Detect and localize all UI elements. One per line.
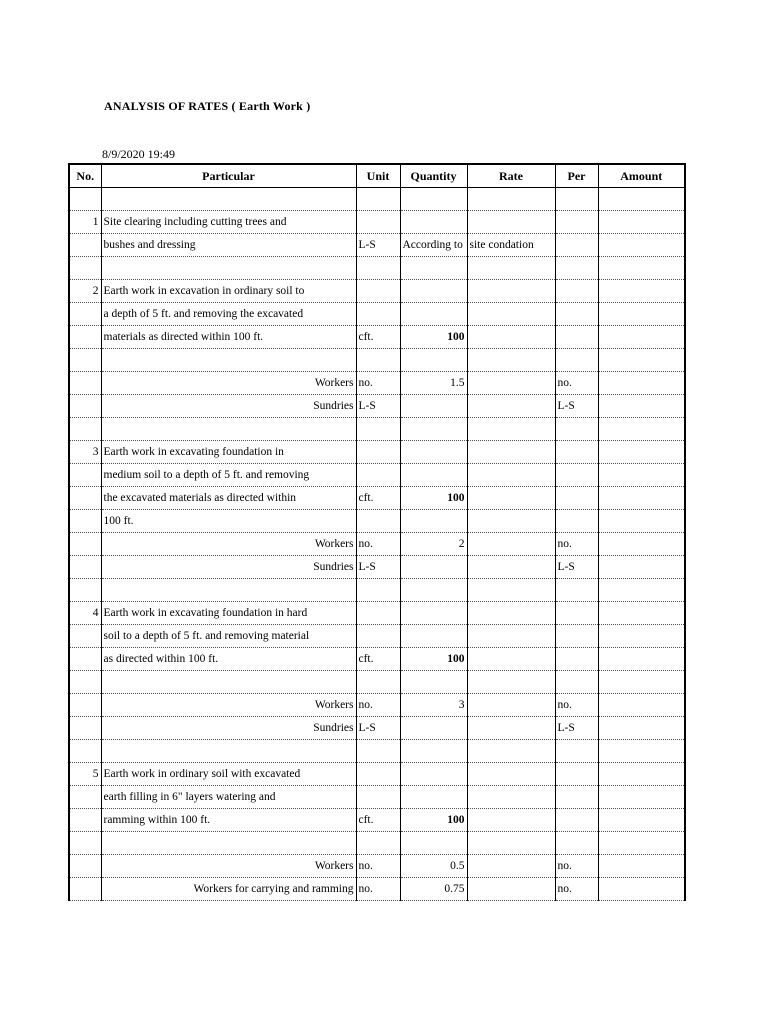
table-row	[69, 211, 685, 234]
cell-rate	[467, 763, 555, 786]
cell-no	[69, 326, 101, 349]
cell-rate	[467, 211, 555, 234]
table-row	[69, 418, 685, 441]
table-row	[69, 234, 685, 257]
cell-per	[555, 487, 598, 510]
cell-unit	[356, 211, 400, 234]
cell-rate	[467, 786, 555, 809]
cell-quantity	[400, 602, 467, 625]
header-unit: Unit	[356, 164, 400, 188]
table-row	[69, 395, 685, 418]
cell-unit: no.	[356, 694, 400, 717]
cell-particular: materials as directed within 100 ft.	[101, 326, 356, 349]
cell-amount	[598, 740, 685, 763]
document-title: ANALYSIS OF RATES ( Earth Work )	[104, 99, 311, 113]
cell-particular	[101, 740, 356, 763]
cell-no: 3	[69, 441, 101, 464]
cell-no	[69, 740, 101, 763]
cell-rate	[467, 510, 555, 533]
cell-rate	[467, 188, 555, 211]
table-row	[69, 602, 685, 625]
cell-quantity	[400, 786, 467, 809]
table-row	[69, 786, 685, 809]
cell-quantity: 3	[400, 694, 467, 717]
cell-particular	[101, 418, 356, 441]
cell-no	[69, 303, 101, 326]
cell-per	[555, 625, 598, 648]
cell-rate	[467, 809, 555, 832]
cell-rate	[467, 717, 555, 740]
cell-rate	[467, 464, 555, 487]
cell-particular: Site clearing including cutting trees and	[101, 211, 356, 234]
table-body	[69, 188, 685, 901]
table-row	[69, 740, 685, 763]
cell-particular: soil to a depth of 5 ft. and removing material	[101, 625, 356, 648]
cell-per	[555, 234, 598, 257]
table-row	[69, 625, 685, 648]
cell-amount	[598, 441, 685, 464]
cell-amount	[598, 533, 685, 556]
cell-amount	[598, 763, 685, 786]
table-row	[69, 671, 685, 694]
cell-quantity: 1.5	[400, 372, 467, 395]
cell-rate	[467, 349, 555, 372]
cell-quantity	[400, 464, 467, 487]
cell-amount	[598, 303, 685, 326]
cell-amount	[598, 556, 685, 579]
cell-unit: cft.	[356, 648, 400, 671]
cell-per: no.	[555, 855, 598, 878]
cell-per	[555, 464, 598, 487]
cell-unit	[356, 671, 400, 694]
cell-quantity	[400, 556, 467, 579]
table-row	[69, 533, 685, 556]
cell-no	[69, 786, 101, 809]
cell-quantity	[400, 280, 467, 303]
cell-unit: L-S	[356, 556, 400, 579]
cell-no	[69, 372, 101, 395]
cell-unit: cft.	[356, 487, 400, 510]
header-row	[69, 164, 685, 188]
header-per: Per	[555, 164, 598, 188]
cell-rate	[467, 487, 555, 510]
cell-particular	[101, 671, 356, 694]
cell-quantity	[400, 188, 467, 211]
cell-rate	[467, 533, 555, 556]
cell-per	[555, 510, 598, 533]
table-row	[69, 556, 685, 579]
header-quantity: Quantity	[400, 164, 467, 188]
cell-rate	[467, 326, 555, 349]
cell-unit	[356, 349, 400, 372]
cell-unit	[356, 441, 400, 464]
cell-quantity	[400, 671, 467, 694]
table-row	[69, 855, 685, 878]
table-row	[69, 832, 685, 855]
cell-no	[69, 579, 101, 602]
cell-rate	[467, 441, 555, 464]
header-no: No.	[69, 164, 101, 188]
cell-unit: cft.	[356, 809, 400, 832]
cell-no	[69, 533, 101, 556]
cell-unit	[356, 786, 400, 809]
cell-per	[555, 579, 598, 602]
cell-amount	[598, 280, 685, 303]
table-row	[69, 809, 685, 832]
cell-per	[555, 763, 598, 786]
cell-unit: no.	[356, 878, 400, 901]
cell-no: 4	[69, 602, 101, 625]
cell-amount	[598, 809, 685, 832]
cell-particular: Workers	[101, 372, 356, 395]
cell-unit	[356, 602, 400, 625]
cell-quantity	[400, 303, 467, 326]
cell-rate	[467, 303, 555, 326]
cell-per	[555, 188, 598, 211]
cell-unit: no.	[356, 533, 400, 556]
table-row	[69, 349, 685, 372]
cell-quantity	[400, 717, 467, 740]
cell-rate	[467, 556, 555, 579]
cell-amount	[598, 418, 685, 441]
cell-no	[69, 809, 101, 832]
cell-unit	[356, 303, 400, 326]
cell-particular: medium soil to a depth of 5 ft. and removing	[101, 464, 356, 487]
cell-per	[555, 671, 598, 694]
cell-quantity	[400, 349, 467, 372]
table-row	[69, 878, 685, 901]
cell-amount	[598, 395, 685, 418]
cell-no	[69, 648, 101, 671]
table-row	[69, 579, 685, 602]
cell-particular: a depth of 5 ft. and removing the excavated	[101, 303, 356, 326]
cell-particular: Earth work in excavation in ordinary soil to	[101, 280, 356, 303]
cell-amount	[598, 694, 685, 717]
table-row	[69, 510, 685, 533]
cell-particular	[101, 579, 356, 602]
cell-per: no.	[555, 878, 598, 901]
cell-unit	[356, 625, 400, 648]
cell-rate	[467, 740, 555, 763]
cell-unit: no.	[356, 855, 400, 878]
header-amount: Amount	[598, 164, 685, 188]
cell-unit: no.	[356, 372, 400, 395]
table-row	[69, 487, 685, 510]
cell-quantity: 100	[400, 326, 467, 349]
cell-amount	[598, 855, 685, 878]
table-row	[69, 188, 685, 211]
cell-particular	[101, 257, 356, 280]
cell-quantity: 0.5	[400, 855, 467, 878]
cell-amount	[598, 648, 685, 671]
cell-no	[69, 487, 101, 510]
cell-per: no.	[555, 533, 598, 556]
document-datetime: 8/9/2020 19:49	[102, 147, 176, 161]
table-row	[69, 303, 685, 326]
cell-quantity: 100	[400, 648, 467, 671]
header-rate: Rate	[467, 164, 555, 188]
cell-per	[555, 303, 598, 326]
cell-amount	[598, 188, 685, 211]
table-header	[69, 164, 685, 188]
cell-no	[69, 464, 101, 487]
cell-no	[69, 349, 101, 372]
cell-unit	[356, 280, 400, 303]
cell-rate	[467, 625, 555, 648]
cell-rate: site condation	[467, 234, 555, 257]
cell-no	[69, 878, 101, 901]
table-row	[69, 441, 685, 464]
cell-per: L-S	[555, 556, 598, 579]
cell-rate	[467, 602, 555, 625]
cell-amount	[598, 786, 685, 809]
cell-per	[555, 257, 598, 280]
cell-amount	[598, 372, 685, 395]
cell-rate	[467, 671, 555, 694]
cell-no	[69, 188, 101, 211]
cell-per: no.	[555, 694, 598, 717]
cell-particular: Sundries	[101, 395, 356, 418]
cell-particular: Earth work in ordinary soil with excavated	[101, 763, 356, 786]
cell-per	[555, 280, 598, 303]
cell-no	[69, 234, 101, 257]
cell-no	[69, 717, 101, 740]
cell-quantity: 100	[400, 809, 467, 832]
table-row	[69, 257, 685, 280]
cell-quantity: 2	[400, 533, 467, 556]
cell-rate	[467, 257, 555, 280]
cell-quantity	[400, 257, 467, 280]
cell-no	[69, 395, 101, 418]
cell-no	[69, 418, 101, 441]
cell-per	[555, 326, 598, 349]
cell-no	[69, 694, 101, 717]
cell-particular	[101, 832, 356, 855]
cell-unit	[356, 418, 400, 441]
cell-rate	[467, 395, 555, 418]
cell-per: no.	[555, 372, 598, 395]
cell-amount	[598, 602, 685, 625]
cell-per	[555, 786, 598, 809]
cell-amount	[598, 487, 685, 510]
cell-particular: Workers	[101, 533, 356, 556]
cell-amount	[598, 717, 685, 740]
cell-particular: the excavated materials as directed within	[101, 487, 356, 510]
cell-no	[69, 832, 101, 855]
cell-per	[555, 832, 598, 855]
cell-rate	[467, 694, 555, 717]
cell-particular: ramming within 100 ft.	[101, 809, 356, 832]
cell-quantity	[400, 740, 467, 763]
cell-no: 2	[69, 280, 101, 303]
table-row	[69, 464, 685, 487]
cell-particular: Workers for carrying and ramming	[101, 878, 356, 901]
cell-unit	[356, 832, 400, 855]
cell-rate	[467, 280, 555, 303]
cell-rate	[467, 855, 555, 878]
table-row	[69, 763, 685, 786]
cell-rate	[467, 372, 555, 395]
cell-per: L-S	[555, 717, 598, 740]
cell-quantity: According to	[400, 234, 467, 257]
table-row	[69, 280, 685, 303]
cell-rate	[467, 418, 555, 441]
cell-unit	[356, 188, 400, 211]
cell-unit: L-S	[356, 234, 400, 257]
cell-no	[69, 671, 101, 694]
cell-amount	[598, 510, 685, 533]
cell-unit	[356, 257, 400, 280]
cell-no: 1	[69, 211, 101, 234]
cell-quantity	[400, 211, 467, 234]
cell-per	[555, 740, 598, 763]
cell-particular: Workers	[101, 855, 356, 878]
cell-unit	[356, 763, 400, 786]
cell-unit	[356, 464, 400, 487]
table-row	[69, 326, 685, 349]
cell-quantity	[400, 418, 467, 441]
cell-quantity: 100	[400, 487, 467, 510]
cell-per	[555, 441, 598, 464]
cell-unit	[356, 510, 400, 533]
cell-amount	[598, 211, 685, 234]
cell-particular: Earth work in excavating foundation in hard	[101, 602, 356, 625]
cell-rate	[467, 648, 555, 671]
cell-rate	[467, 832, 555, 855]
cell-per	[555, 648, 598, 671]
cell-amount	[598, 579, 685, 602]
cell-no: 5	[69, 763, 101, 786]
cell-particular	[101, 188, 356, 211]
cell-particular: bushes and dressing	[101, 234, 356, 257]
cell-amount	[598, 257, 685, 280]
cell-unit	[356, 740, 400, 763]
cell-amount	[598, 671, 685, 694]
cell-particular: Workers	[101, 694, 356, 717]
cell-particular	[101, 349, 356, 372]
cell-quantity	[400, 395, 467, 418]
cell-rate	[467, 579, 555, 602]
cell-unit	[356, 579, 400, 602]
header-particular: Particular	[101, 164, 356, 188]
cell-amount	[598, 326, 685, 349]
table-row	[69, 372, 685, 395]
cell-particular: earth filling in 6" layers watering and	[101, 786, 356, 809]
cell-amount	[598, 349, 685, 372]
cell-quantity: 0.75	[400, 878, 467, 901]
cell-particular: 100 ft.	[101, 510, 356, 533]
cell-per	[555, 418, 598, 441]
cell-per	[555, 349, 598, 372]
cell-per	[555, 211, 598, 234]
cell-no	[69, 556, 101, 579]
cell-no	[69, 510, 101, 533]
cell-no	[69, 257, 101, 280]
cell-unit: L-S	[356, 717, 400, 740]
cell-amount	[598, 234, 685, 257]
cell-amount	[598, 878, 685, 901]
cell-no	[69, 855, 101, 878]
cell-particular: Earth work in excavating foundation in	[101, 441, 356, 464]
cell-quantity	[400, 579, 467, 602]
table-row	[69, 694, 685, 717]
cell-particular: Sundries	[101, 717, 356, 740]
table-row	[69, 648, 685, 671]
table-row	[69, 717, 685, 740]
cell-per	[555, 602, 598, 625]
cell-amount	[598, 625, 685, 648]
cell-unit: L-S	[356, 395, 400, 418]
cell-per	[555, 809, 598, 832]
cell-per: L-S	[555, 395, 598, 418]
cell-quantity	[400, 625, 467, 648]
cell-amount	[598, 832, 685, 855]
rate-analysis-table	[68, 163, 686, 901]
cell-rate	[467, 878, 555, 901]
cell-quantity	[400, 441, 467, 464]
cell-particular: as directed within 100 ft.	[101, 648, 356, 671]
cell-particular: Sundries	[101, 556, 356, 579]
cell-quantity	[400, 832, 467, 855]
cell-amount	[598, 464, 685, 487]
cell-no	[69, 625, 101, 648]
cell-quantity	[400, 763, 467, 786]
cell-quantity	[400, 510, 467, 533]
cell-unit: cft.	[356, 326, 400, 349]
